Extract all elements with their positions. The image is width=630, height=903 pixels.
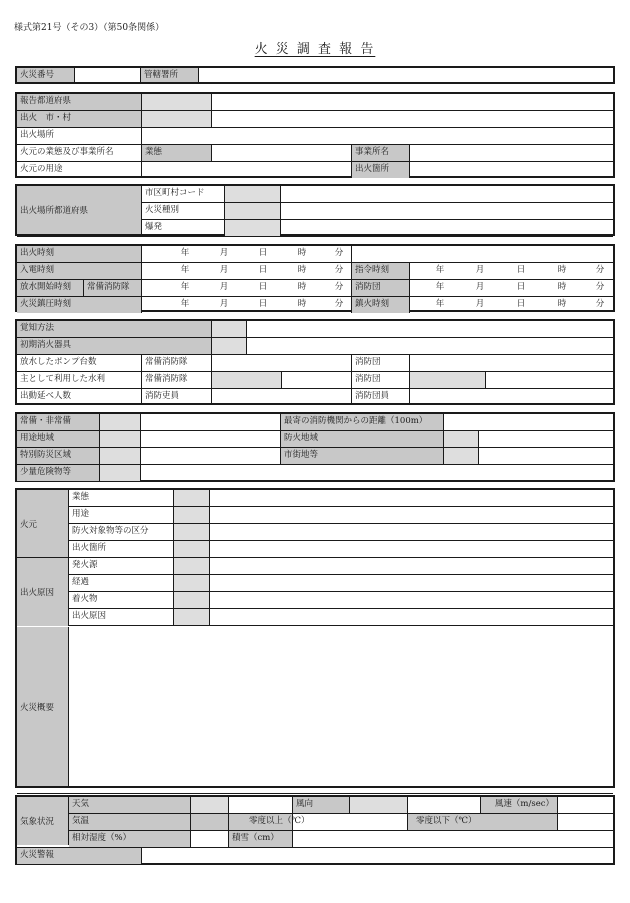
input-fireproof-code[interactable]	[444, 431, 479, 447]
input-distance[interactable]	[444, 414, 613, 430]
input-city[interactable]	[212, 111, 613, 127]
label-regular: 常備・非常備	[17, 414, 100, 430]
block-area	[15, 412, 615, 482]
input-city-code[interactable]	[142, 111, 212, 127]
label-hazard: 少量危険物等	[17, 465, 100, 481]
input-detect-code[interactable]	[212, 321, 247, 337]
label-fire-cause: 出火原因	[69, 609, 174, 625]
input-zone-code[interactable]	[100, 431, 141, 447]
label-weather: 天気	[69, 797, 191, 813]
empty-cell	[352, 246, 613, 262]
label-initial-extinguisher: 初期消火器具	[17, 338, 212, 354]
input-process[interactable]	[210, 575, 613, 591]
input-special[interactable]	[141, 448, 281, 464]
input-origin-business-code[interactable]	[174, 490, 210, 506]
unit-day: 日	[258, 265, 268, 275]
label-process: 経過	[69, 575, 174, 591]
label-explosion: 爆発	[142, 220, 225, 236]
block-response	[15, 319, 615, 405]
label-wind-direction: 風向	[293, 797, 350, 813]
time-water-corps[interactable]	[410, 280, 613, 296]
block-times	[15, 244, 615, 312]
label-fire-number: 火災番号	[17, 68, 75, 82]
input-origin-category-code[interactable]	[174, 524, 210, 540]
input-detect[interactable]	[247, 321, 613, 337]
unit-minute: 分	[334, 299, 344, 309]
label-distance: 最寄の消防機関からの距離（100m）	[281, 414, 444, 430]
input-initial-code[interactable]	[212, 338, 247, 354]
input-fireproof[interactable]	[479, 431, 613, 447]
input-report-pref-code[interactable]	[142, 94, 212, 110]
label-station: 管轄署所	[141, 68, 199, 82]
unit-day: 日	[258, 282, 268, 292]
input-first-ignited-code[interactable]	[174, 592, 210, 608]
input-fire-summary[interactable]	[69, 626, 613, 793]
label-standing-team: 常備消防隊	[84, 280, 142, 296]
label-temperature: 気温	[69, 814, 191, 830]
label-corps-members: 消防団員	[352, 389, 410, 405]
input-below-zero[interactable]	[558, 814, 613, 830]
unit-minute: 分	[595, 265, 605, 275]
input-fire-spot[interactable]	[410, 162, 613, 178]
label-fire-type: 火災種別	[142, 203, 225, 219]
label-fireproof-zone: 防火地域	[281, 431, 444, 447]
input-wind-speed[interactable]	[558, 797, 613, 813]
input-source-standing-code[interactable]	[212, 372, 282, 388]
label-source-standing: 常備消防隊	[142, 372, 212, 388]
label-command-time: 指令時刻	[352, 263, 410, 279]
label-gyotai: 業態	[142, 145, 212, 161]
input-usage[interactable]	[142, 162, 352, 178]
label-origin-business: 業態	[69, 490, 174, 506]
label-fire-summary: 火災概要	[17, 627, 69, 786]
input-weather-code[interactable]	[191, 797, 229, 813]
label-humidity: 相対湿度（%）	[69, 831, 191, 847]
input-city-code-2[interactable]	[225, 186, 281, 202]
unit-hour: 時	[297, 265, 307, 275]
label-dispatch-people: 出動延べ人数	[17, 389, 142, 405]
label-source-corps: 消防団	[352, 372, 410, 388]
unit-month: 月	[219, 265, 229, 275]
label-zone: 用途地域	[17, 431, 100, 447]
input-station[interactable]	[199, 68, 613, 82]
input-snow[interactable]	[293, 831, 613, 847]
input-zone[interactable]	[141, 431, 281, 447]
label-fire-place: 出火場所	[17, 128, 142, 144]
input-origin-category[interactable]	[210, 524, 613, 540]
label-water-start: 放水開始時刻	[17, 280, 84, 296]
input-origin-business[interactable]	[210, 490, 613, 506]
input-fire-warning[interactable]	[142, 848, 613, 864]
label-urban: 市街地等	[281, 448, 444, 464]
input-fire-type-code[interactable]	[225, 203, 281, 219]
time-extinguish[interactable]	[410, 297, 613, 313]
input-humidity[interactable]	[191, 831, 229, 847]
label-extinguish-time: 鎮火時刻	[352, 297, 410, 313]
unit-day: 日	[516, 282, 526, 292]
input-pump-corps[interactable]	[410, 355, 613, 371]
input-ignition-source[interactable]	[210, 558, 613, 574]
label-water-source: 主として利用した水利	[17, 372, 142, 388]
input-location-1[interactable]	[281, 186, 613, 202]
label-origin-usage: 用途	[69, 507, 174, 523]
label-ignition-source: 発火源	[69, 558, 174, 574]
label-report-pref: 報告都道府県	[17, 94, 142, 110]
unit-year: 年	[180, 299, 190, 309]
block-origin-cause	[15, 488, 615, 788]
input-process-code[interactable]	[174, 575, 210, 591]
input-regular[interactable]	[141, 414, 281, 430]
label-call-time: 入電時刻	[17, 263, 142, 279]
unit-day: 日	[258, 299, 268, 309]
input-special-code[interactable]	[100, 448, 141, 464]
unit-year: 年	[180, 282, 190, 292]
unit-day: 日	[516, 299, 526, 309]
input-first-ignited[interactable]	[210, 592, 613, 608]
input-origin-usage[interactable]	[210, 507, 613, 523]
label-wind-speed: 風速（m/sec）	[481, 797, 558, 813]
input-weather[interactable]	[229, 797, 293, 813]
input-explosion-code[interactable]	[225, 220, 281, 236]
time-call[interactable]	[142, 263, 352, 279]
unit-year: 年	[435, 282, 445, 292]
label-below-zero: 零度以下（℃）	[408, 814, 558, 830]
input-origin-usage-code[interactable]	[174, 507, 210, 523]
label-special-zone: 特別防災区域	[17, 448, 100, 464]
unit-year: 年	[180, 265, 190, 275]
input-source-corps-code[interactable]	[410, 372, 486, 388]
input-regular-code[interactable]	[100, 414, 141, 430]
input-origin-spot-code[interactable]	[174, 541, 210, 557]
input-fire-place[interactable]	[142, 128, 613, 144]
time-command[interactable]	[410, 263, 613, 279]
input-source-corps[interactable]	[486, 372, 613, 388]
unit-month: 月	[475, 282, 485, 292]
label-origin-spot: 出火箇所	[69, 541, 174, 557]
unit-day: 日	[258, 248, 268, 258]
label-pump-corps: 消防団	[352, 355, 410, 371]
unit-minute: 分	[334, 265, 344, 275]
unit-hour: 時	[297, 299, 307, 309]
block-weather	[15, 795, 615, 865]
unit-minute: 分	[595, 299, 605, 309]
input-office-name[interactable]	[410, 145, 613, 161]
unit-month: 月	[219, 248, 229, 258]
input-corps-members[interactable]	[410, 389, 613, 405]
unit-minute: 分	[595, 282, 605, 292]
unit-hour: 時	[297, 282, 307, 292]
block-report	[15, 92, 615, 178]
label-fire-staff: 消防吏員	[142, 389, 212, 405]
form-number: 様式第21号（その3）（第50条関係）	[14, 23, 165, 33]
unit-year: 年	[435, 299, 445, 309]
input-report-pref[interactable]	[212, 94, 613, 110]
input-fire-staff[interactable]	[212, 389, 352, 405]
input-fire-cause[interactable]	[210, 609, 613, 625]
label-fire-spot: 出火箇所	[352, 162, 410, 178]
label-snow: 積雪（cm）	[229, 831, 293, 847]
unit-month: 月	[219, 299, 229, 309]
label-office-name: 事業所名	[352, 145, 410, 161]
input-urban-code[interactable]	[444, 448, 479, 464]
unit-month: 月	[219, 282, 229, 292]
label-cause: 出火原因	[17, 558, 69, 626]
label-origin-category: 防火対象物等の区分	[69, 524, 174, 540]
input-ignition-source-code[interactable]	[174, 558, 210, 574]
input-wind-dir[interactable]	[408, 797, 481, 813]
label-above-zero: 零度以上（℃）	[229, 814, 293, 830]
label-pump-count: 放水したポンプ台数	[17, 355, 142, 371]
time-water-standing[interactable]	[142, 280, 352, 296]
unit-minute: 分	[334, 282, 344, 292]
unit-hour: 時	[557, 299, 567, 309]
block-fire-number	[15, 66, 615, 84]
input-fire-type[interactable]	[281, 203, 613, 219]
label-fire-pref: 出火場所都道府県	[17, 186, 142, 234]
unit-year: 年	[180, 248, 190, 258]
label-pump-standing: 常備消防隊	[142, 355, 212, 371]
input-source-standing[interactable]	[282, 372, 352, 388]
input-urban[interactable]	[479, 448, 613, 464]
unit-month: 月	[475, 299, 485, 309]
input-pump-standing[interactable]	[212, 355, 352, 371]
page-title: 火 災 調 査 報 告	[254, 42, 376, 57]
input-fire-cause-code[interactable]	[174, 609, 210, 625]
label-fire-corps: 消防団	[352, 280, 410, 296]
label-ignition-time: 出火時刻	[17, 246, 142, 262]
empty-gray-cell	[191, 814, 229, 830]
label-usage: 火元の用途	[17, 162, 142, 178]
unit-hour: 時	[557, 265, 567, 275]
input-origin-spot[interactable]	[210, 541, 613, 557]
input-fire-number[interactable]	[75, 68, 141, 82]
input-wind-dir-code[interactable]	[350, 797, 408, 813]
label-business: 火元の業態及び事業所名	[17, 145, 142, 161]
input-hazard[interactable]	[141, 465, 613, 481]
input-hazard-code[interactable]	[100, 465, 141, 481]
unit-hour: 時	[557, 282, 567, 292]
input-gyotai[interactable]	[212, 145, 352, 161]
label-origin: 火元	[17, 490, 69, 558]
label-control-time: 火災鎮圧時刻	[17, 297, 142, 313]
label-city: 出火 市・村	[17, 111, 142, 127]
input-initial[interactable]	[247, 338, 613, 354]
input-explosion[interactable]	[281, 220, 613, 236]
label-detect-method: 覚知方法	[17, 321, 212, 337]
time-control[interactable]	[142, 297, 352, 313]
unit-day: 日	[516, 265, 526, 275]
unit-month: 月	[475, 265, 485, 275]
unit-minute: 分	[334, 248, 344, 258]
unit-hour: 時	[297, 248, 307, 258]
label-first-ignited: 着火物	[69, 592, 174, 608]
time-ignition[interactable]	[142, 246, 352, 262]
label-city-code: 市区町村コード	[142, 186, 225, 202]
label-weather-condition: 気象状況	[17, 797, 69, 845]
block-location	[15, 184, 615, 236]
label-fire-warning: 火災警報	[17, 848, 142, 864]
unit-year: 年	[435, 265, 445, 275]
input-above-zero[interactable]	[293, 814, 408, 830]
